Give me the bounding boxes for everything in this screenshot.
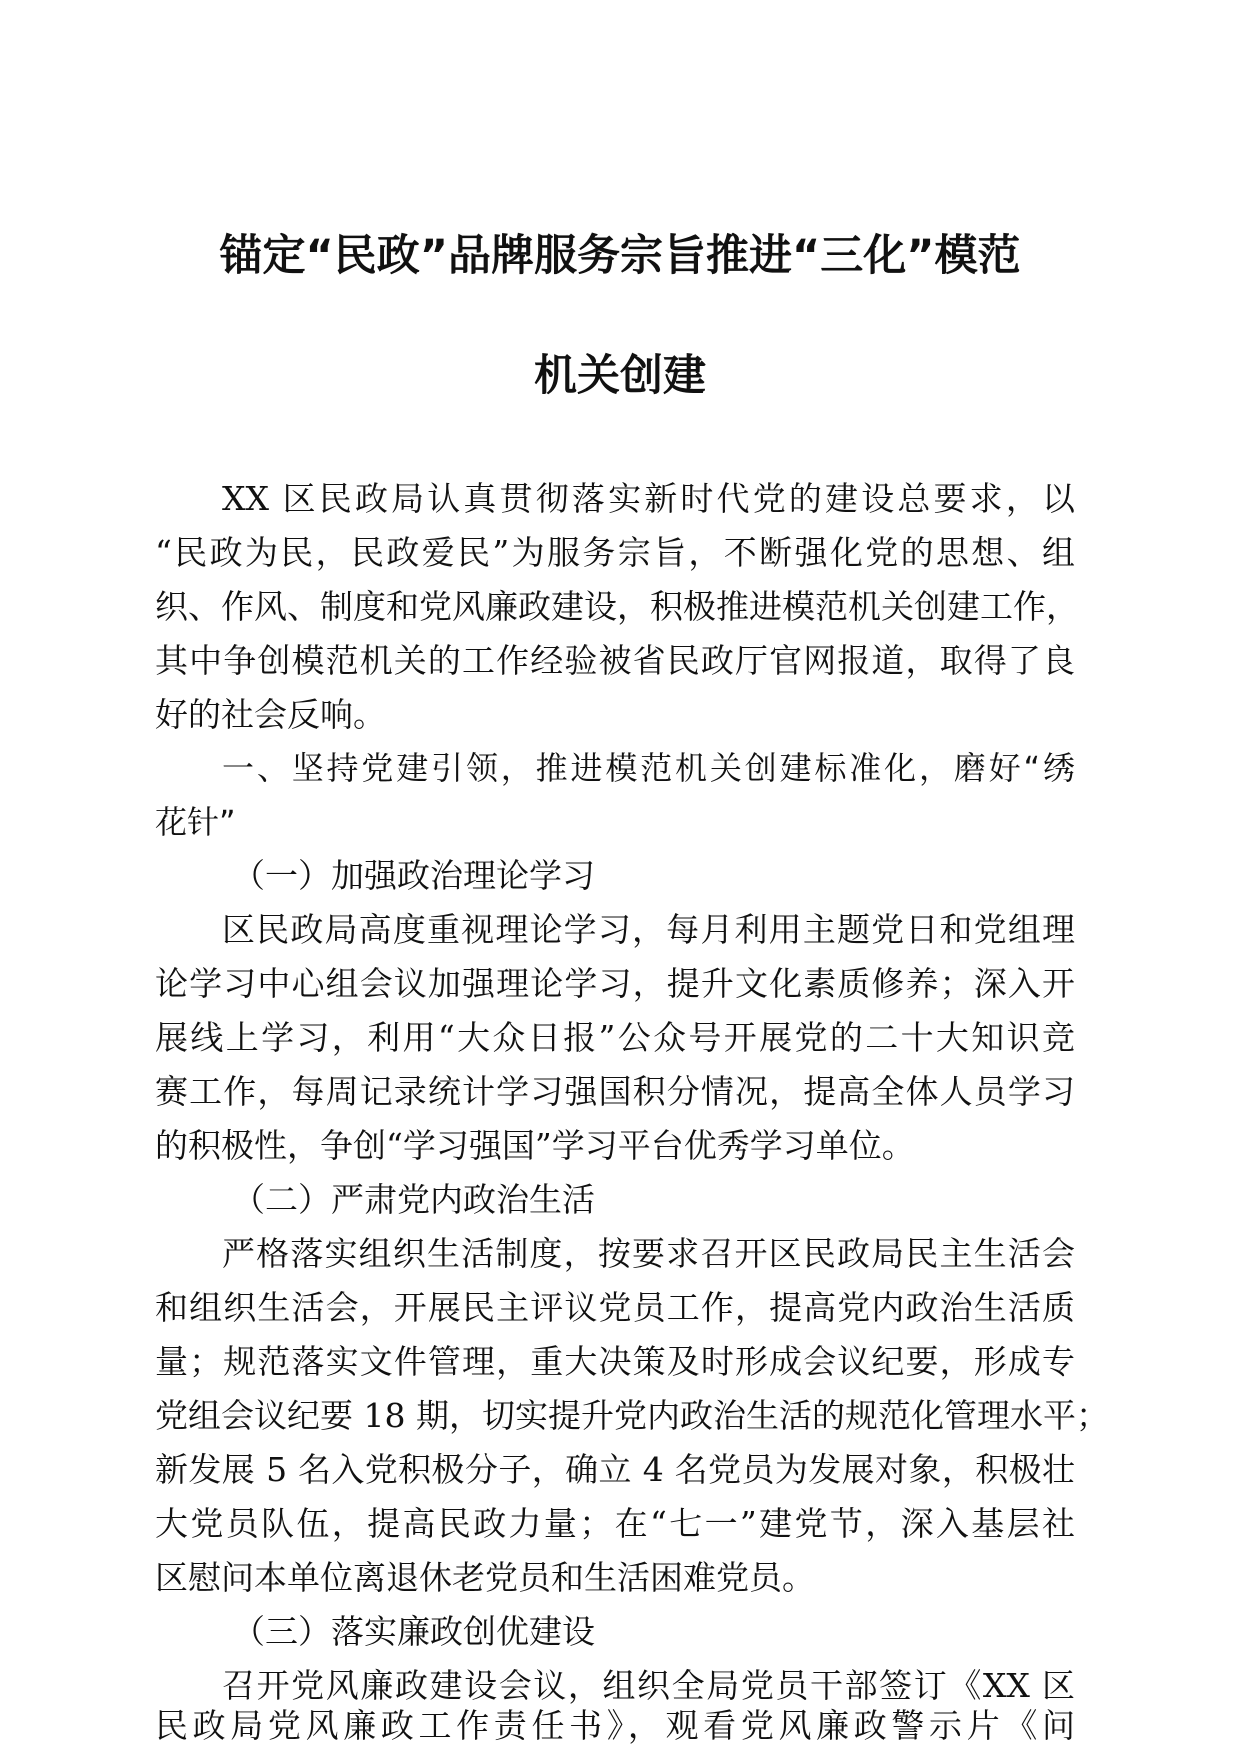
paragraph-line: 量；规范落实文件管理，重大决策及时形成会议纪要，形成专 [155, 1342, 1075, 1381]
subsection-heading: （三）落实廉政创优建设 [232, 1612, 595, 1651]
intro-line: XX 区民政局认真贯彻落实新时代党的建设总要求，以 [222, 479, 1075, 518]
paragraph-line: 党组会议纪要 18 期，切实提升党内政治生活的规范化管理水平； [155, 1396, 1109, 1435]
subsection-heading: （二）严肃党内政治生活 [232, 1180, 595, 1219]
paragraph-line: 区慰问本单位离退休老党员和生活困难党员。 [155, 1558, 815, 1597]
intro-line: 其中争创模范机关的工作经验被省民政厅官网报道，取得了良 [155, 641, 1075, 680]
intro-line: 织、作风、制度和党风廉政建设，积极推进模范机关创建工作， [155, 587, 1079, 626]
paragraph-line: 民政局党风廉政工作责任书》，观看党风廉政警示片《问 [155, 1706, 1075, 1745]
document-title-line-2: 机关创建 [534, 351, 706, 401]
paragraph-line: 召开党风廉政建设会议，组织全局党员干部签订《XX 区 [222, 1666, 1075, 1705]
section-heading: 花针” [155, 803, 236, 841]
intro-line: “民政为民，民政爱民”为服务宗旨，不断强化党的思想、组 [155, 533, 1075, 572]
intro-line: 好的社会反响。 [155, 695, 386, 734]
paragraph-line: 和组织生活会，开展民主评议党员工作，提高党内政治生活质 [155, 1288, 1075, 1327]
paragraph-line: 赛工作，每周记录统计学习强国积分情况，提高全体人员学习 [155, 1072, 1075, 1111]
paragraph-line: 大党员队伍，提高民政力量；在“七一”建党节，深入基层社 [155, 1504, 1075, 1543]
paragraph-line: 展线上学习，利用“大众日报”公众号开展党的二十大知识竞 [155, 1018, 1075, 1057]
subsection-heading: （一）加强政治理论学习 [232, 856, 595, 895]
section-heading: 一、坚持党建引领，推进模范机关创建标准化，磨好“绣 [222, 749, 1075, 787]
paragraph-line: 新发展 5 名入党积极分子，确立 4 名党员为发展对象，积极壮 [155, 1450, 1075, 1489]
paragraph-line: 区民政局高度重视理论学习，每月利用主题党日和党组理 [222, 910, 1075, 949]
paragraph-line: 严格落实组织生活制度，按要求召开区民政局民主生活会 [222, 1234, 1075, 1273]
paragraph-line: 论学习中心组会议加强理论学习，提升文化素质修养；深入开 [155, 964, 1075, 1003]
paragraph-line: 的积极性，争创“学习强国”学习平台优秀学习单位。 [155, 1126, 915, 1165]
document-title-line-1: 锚定“民政”品牌服务宗旨推进“三化”模范 [219, 231, 1021, 281]
